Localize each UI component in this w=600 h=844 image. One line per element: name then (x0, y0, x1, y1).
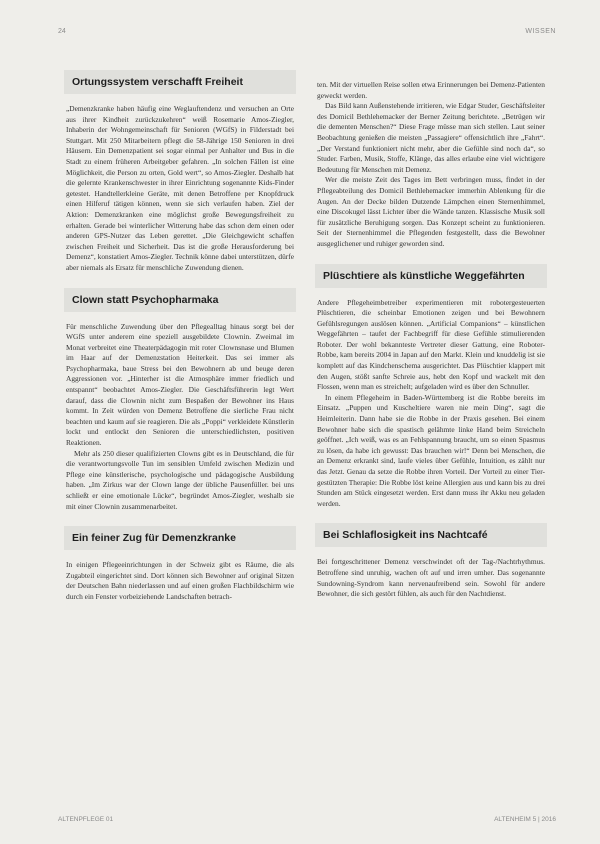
section-heading: Ortungssystem verschafft Freiheit (72, 76, 243, 88)
section-heading: Bei Schlaflosigkeit ins Nachtcafé (323, 529, 488, 542)
footer-right: ALTENHEIM 5 | 2016 (494, 816, 556, 823)
paragraph: Für menschliche Zuwendung über den Pflegealltag hinaus sorgt bei der WGfS unter anderem eine speziell ausgebildete Clownin. Zweimal im Monat verbreitet eine Theaterpädagogin mit roter Clownsnase und Blumen im Haar auf der Demenzstation Heiterkeit. Das sei immer als Psychopharmaka, baue Stress bei den Bewohnern ab und beuge deren Aggressionen vor. „Hinterher ist die Atmosphäre immer friedlich und entspannt“ beobachtet Amos-Ziegler. Die Geschäftsführerin legt Wert darauf, dass die Clownin nicht zum Bespaßen der Bewohner ins Haus kommt. In Zeit würden von Demenz Betroffene die sierliche Frau nicht beachten und kaum auf sie reagieren. Die als „Poppi“ verkleidete Künstlerin lockt und entlockt den Senioren die unterschiedlichsten, positiven Reaktionen. (66, 321, 294, 448)
section-body (64, 322, 296, 513)
section-heading-box (64, 526, 296, 550)
section-heading-box (315, 264, 547, 288)
paragraph: Wer die meiste Zeit des Tages im Bett verbringen muss, findet in der Pflegeabteilung des Domicil Bethlehemacker immerhin Ablenkung für die Augen. An der Decke bilden Dutzende Lämpchen einen Sternenhimmel, eine Discokugel lässt Lichter über die Wände tanzen. Klassische Musik soll für zusätzliche Beruhigung sorgen. Das Konzept scheint zu funktionieren. Seit der Sternenhimmel die Pflegenden festgestellt, dass die Bewohner ausgeglichener und ruhiger geworden sind. (317, 175, 545, 248)
section-heading-box (64, 288, 296, 312)
paragraph: In einigen Pflegeeinrichtungen in der Schweiz gibt es Räume, die als Zugabteil eingerichtet sind. Dort können sich Bewohner auf original Sitzen der Deutschen Bahn niederlassen und auf einen großen Flachbildschirm wie durch ein Fenster vorbeiziehende Landschaften betrach- (66, 560, 294, 601)
section-heading-box (64, 70, 296, 94)
paragraph: Mehr als 250 dieser qualifizierten Clowns gibt es in Deutschland, die für die verantwortungsvolle Tun im sensiblen Umfeld zwischen Medizin und Pflege eine künstlerische, psychologische und pädagogische Ausbildung haben. „Im Zirkus war der Clown lange der übliche Pausenfüller. bei uns schließt er eine emotionale Lücke“, begründet Amos-Ziegler, weshalb sie mit einer Clownin zusammenarbeitet. (66, 448, 294, 511)
section-body (64, 104, 296, 274)
section-body (315, 557, 547, 599)
section-label: WISSEN (525, 28, 556, 35)
paragraph: ten. Mit der virtuellen Reise sollen etwa Erinnerungen bei Demenz-Patienten geweckt werden. (317, 80, 545, 100)
section-heading: Ein feiner Zug für Demenzkranke (72, 532, 236, 545)
section-heading: Plüschtiere als künstliche Weggefährten (323, 269, 525, 282)
section-body (315, 298, 547, 510)
section-body (64, 560, 296, 602)
right-column (315, 80, 547, 614)
paragraph: Bei fortgeschrittener Demenz verschwindet oft der Tag-/Nachtrhythmus. Betroffene sind unruhig, wachen oft auf und irren umher. Das sogenannte Sundowning-Syndrom kann nervenaufreibend sein. Sowohl für andere Bewohner, die sich gestört fühlen, als auch für den Nachtdienst. (317, 557, 545, 599)
paragraph: Andere Pflegeheimbetreiber experimentieren mit robotergesteuerten Plüschtieren, die scheinbar Emotionen zeigen und bei Bewohnern Gefühlsregungen auslösen können. „Artificial Companions“ – künstlichen Weggefährten – taufet der Fachbegriff für diese Gefühle stimulierenden Roboter. Der wohl bekannteste Vertreter dieser Gattung, eine Roboter-Robbe, kam bereits 2004 in Japan auf den Markt. Klein und knuddelig ist sie komplett auf das Kindchenschema ausgerichtet. Das Plüschtier klappert mit den Augen, stößt sanfte Schreie aus, hebt den Kopf und wackelt mit den Flossen, wenn man es streichelt; aufgeladen wird es über den Schnuller. (317, 297, 545, 392)
paragraph: „Demenzkranke haben häufig eine Weglauftendenz und versuchen an Orte aus ihrer Kindheit zurückzukehren“ weiß Rosemarie Amos-Ziegler, Inhaberin der Wohngemeinschaft für Senioren (WGfS) in Filderstadt bei Stuttgart. Mit 250 Mitarbeitern pflegt die 58-Jährige 150 Senioren in drei Häusern. Ein Demenzpatient sei sogar einmal per Anhalter und Bus in die Stadt zu einem früheren Arbeitgeber gefahren. „In solchen Fällen ist eine Möglichkeit, die Person zu orten, Gold wert“, so Amos-Ziegler. Deshalb hat die gelernte Krankenschwester in ihrer Einrichtung sogenannte Kids-Finder getestet. Handtellerkleine Geräte, mit denen Betroffene per Knopfdruck einen Hilferuf tätigen können, wenn sie sich verlaufen haben. Ziel der Aktion: Demenzkranken eine möglichst große Bewegungsfreiheit zu erhalten. Gerade bei winterlicher Witterung habe das schon dem einen oder anderen GPS-Nutzer das Leben gerettet. „Die Gleichgewicht schaffen zwischen Freiheit und Sicherheit. Das ist die große Herausforderung bei Demenz“, konstatiert Amos-Ziegler. Technik könne dabei unterstützen, dürfe aber niemals als Ersatz für menschliche Zuwendung dienen. (66, 104, 294, 272)
footer-left: ALTENPFLEGE 01 (58, 816, 114, 823)
paragraph: Das Bild kann Außenstehende irritieren, wie Edgar Studer, Geschäftsleiter des Domicil Bethlehemacker der Berner Zeitung berichtete. „Betrügen wir die dementen Menschen?“ Diese Frage müsse man sich stellen. Laut seiner Beobachtung genießen die meisten „Passagiere“ offensichtlich ihre „Fahrt“. „Der Verstand funktioniert nicht mehr, aber die Gefühle sind noch da“, so Studer. Farben, Musik, Stoffe, Klänge, das alles erlaube eine viel wichtigere Bedeutung für Menschen mit Demenz. (317, 101, 545, 174)
section-heading: Clown statt Psychopharmaka (72, 293, 219, 306)
section-heading-box (315, 523, 547, 547)
left-column (64, 70, 296, 617)
page-number: 24 (58, 28, 66, 35)
section-body (315, 80, 547, 250)
paragraph: In einem Pflegeheim in Baden-Württemberg ist die Robbe bereits im Einsatz. „Puppen und Kuscheltiere waren nie mein Ding“, sagt die Heimleiterin. Dann habe sie die Robbe in der Praxis gesehen. Bei einem Bewohner habe sich die spastisch gelähmte linke Hand beim Streicheln geöffnet. „Ich weiß, was es an Fehlspannung braucht, um so einen Spasmus zu lösen, da habe ich gewusst: Das brauchen wir!“ Denn bei Menschen, die an Demenz erkrankt sind, laufe vieles über Gefühle, Intuition, es zählt nur das Jetzt. Genau da setze die Robbe ihren Vorteil. Der Vorteil zu einer Tier-gestützten Therapie: Die Robbe löst keine Allergien aus und kann bis zu drei Stunden am Stück eingesetzt werden. Erst dann muss ihr Akku neu geladen werden. (317, 392, 545, 508)
